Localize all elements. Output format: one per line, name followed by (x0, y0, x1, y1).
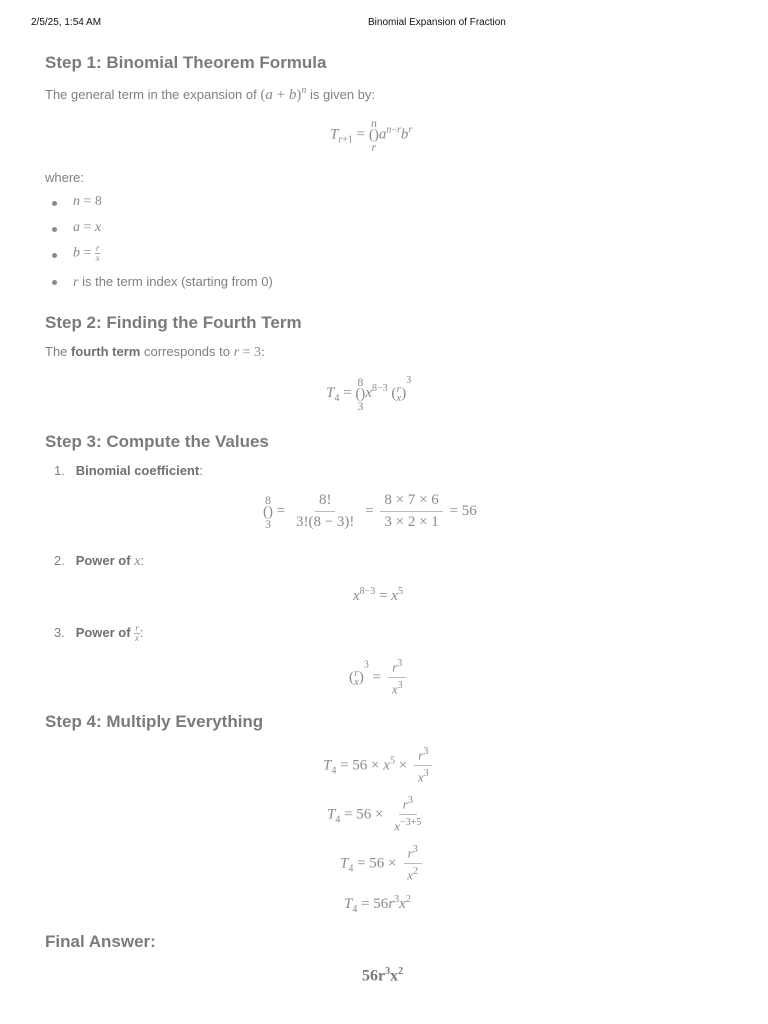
item2-number: 2. (54, 553, 65, 568)
document-title: Binomial Expansion of Fraction (368, 17, 506, 28)
item1-label: Binomial coefficient (75, 463, 200, 478)
item2-colon: : (140, 553, 145, 568)
item2-label: Power of (75, 553, 131, 568)
item1-number: 1. (54, 463, 65, 478)
bullet-dot (52, 201, 57, 206)
step2-intro (45, 344, 265, 361)
general-term-formula: $T_{r+1}$ = n () r $a^{n-r}b^r$ (330, 116, 413, 154)
step3-item1 (54, 463, 203, 478)
step1-heading: Step 1: Binomial Theorem Formula (45, 53, 327, 72)
bullet-b-equals-r-over-x: b = $\frac{r}{x}$ (73, 243, 100, 263)
step3-item2: 2. Power of x: (54, 553, 145, 569)
step2-intro-bold: fourth term (71, 344, 141, 359)
r-equals-3: r = 3: (233, 345, 265, 360)
power-of-r-over-x-computation: ( r x )$^3$ = $\frac{r^3}{x^3}$ (349, 658, 410, 698)
fourth-term-formula: $T_4 = 8$ () $3x^{8-3}$ ( r x )$^3$ (326, 374, 412, 413)
item1-colon: : (199, 463, 203, 478)
bullet-r-index-text: is the term index (starting from 0) (82, 274, 273, 289)
bullet-dot (52, 280, 57, 285)
item3-colon: : (139, 624, 144, 640)
step3-heading: Step 3: Compute the Values (45, 432, 269, 451)
bullet-r-index: r is the term index (starting from 0) (73, 274, 273, 290)
step2-intro-pre: The (45, 344, 68, 359)
bullet-n-equals-8: n = 8 (73, 194, 102, 209)
item3-label: Power of (75, 624, 131, 640)
expression-a-plus-b-n: $(a + b)^n$ (260, 85, 307, 103)
step2-intro-post: corresponds to (144, 344, 230, 359)
step1-intro-pre: The general term in the expansion of (45, 87, 257, 102)
step3-item3: 3. Power of $\frac{r}{x}$ : (54, 623, 144, 643)
where-label: where: (45, 170, 85, 185)
final-answer-value: $56r^3x^2$ (362, 966, 404, 985)
step2-heading: Step 2: Finding the Fourth Term (45, 313, 302, 332)
step1-intro-post: is given by: (309, 87, 376, 102)
print-timestamp: 2/5/25, 1:54 AM (31, 17, 102, 28)
final-answer-heading: Final Answer: (45, 932, 156, 951)
step4-heading: Step 4: Multiply Everything (45, 712, 264, 731)
multiply-line-1: $T_4 = 56 \times x^5$ × $\frac{r^3}{x^3}$ (323, 746, 436, 786)
bullet-dot (52, 253, 57, 258)
multiply-result: $T_4 = 56r^3x^2$ (344, 894, 411, 915)
power-of-x-computation: $x^{8-3} = x^5$ (353, 586, 403, 604)
bullet-dot (52, 227, 57, 232)
item3-number: 3. (54, 624, 65, 640)
multiply-line-3: $T_4 = 56$ × $\frac{r^3}{x^2}$ (340, 844, 425, 884)
multiply-line-2: $T_4 = 56$ × $\frac{r^3}{x^{-3+5}}$ (327, 795, 422, 834)
step1-intro (45, 85, 375, 104)
binomial-coefficient-computation: 8 () 3 = $\frac{8!}{3!(8 - 3)!}$ = $\frac{8 \times 7 \times 6}{3 \times 2 \times 1}$ = 56 (263, 492, 477, 531)
bullet-a-equals-x: a = x (73, 220, 102, 235)
